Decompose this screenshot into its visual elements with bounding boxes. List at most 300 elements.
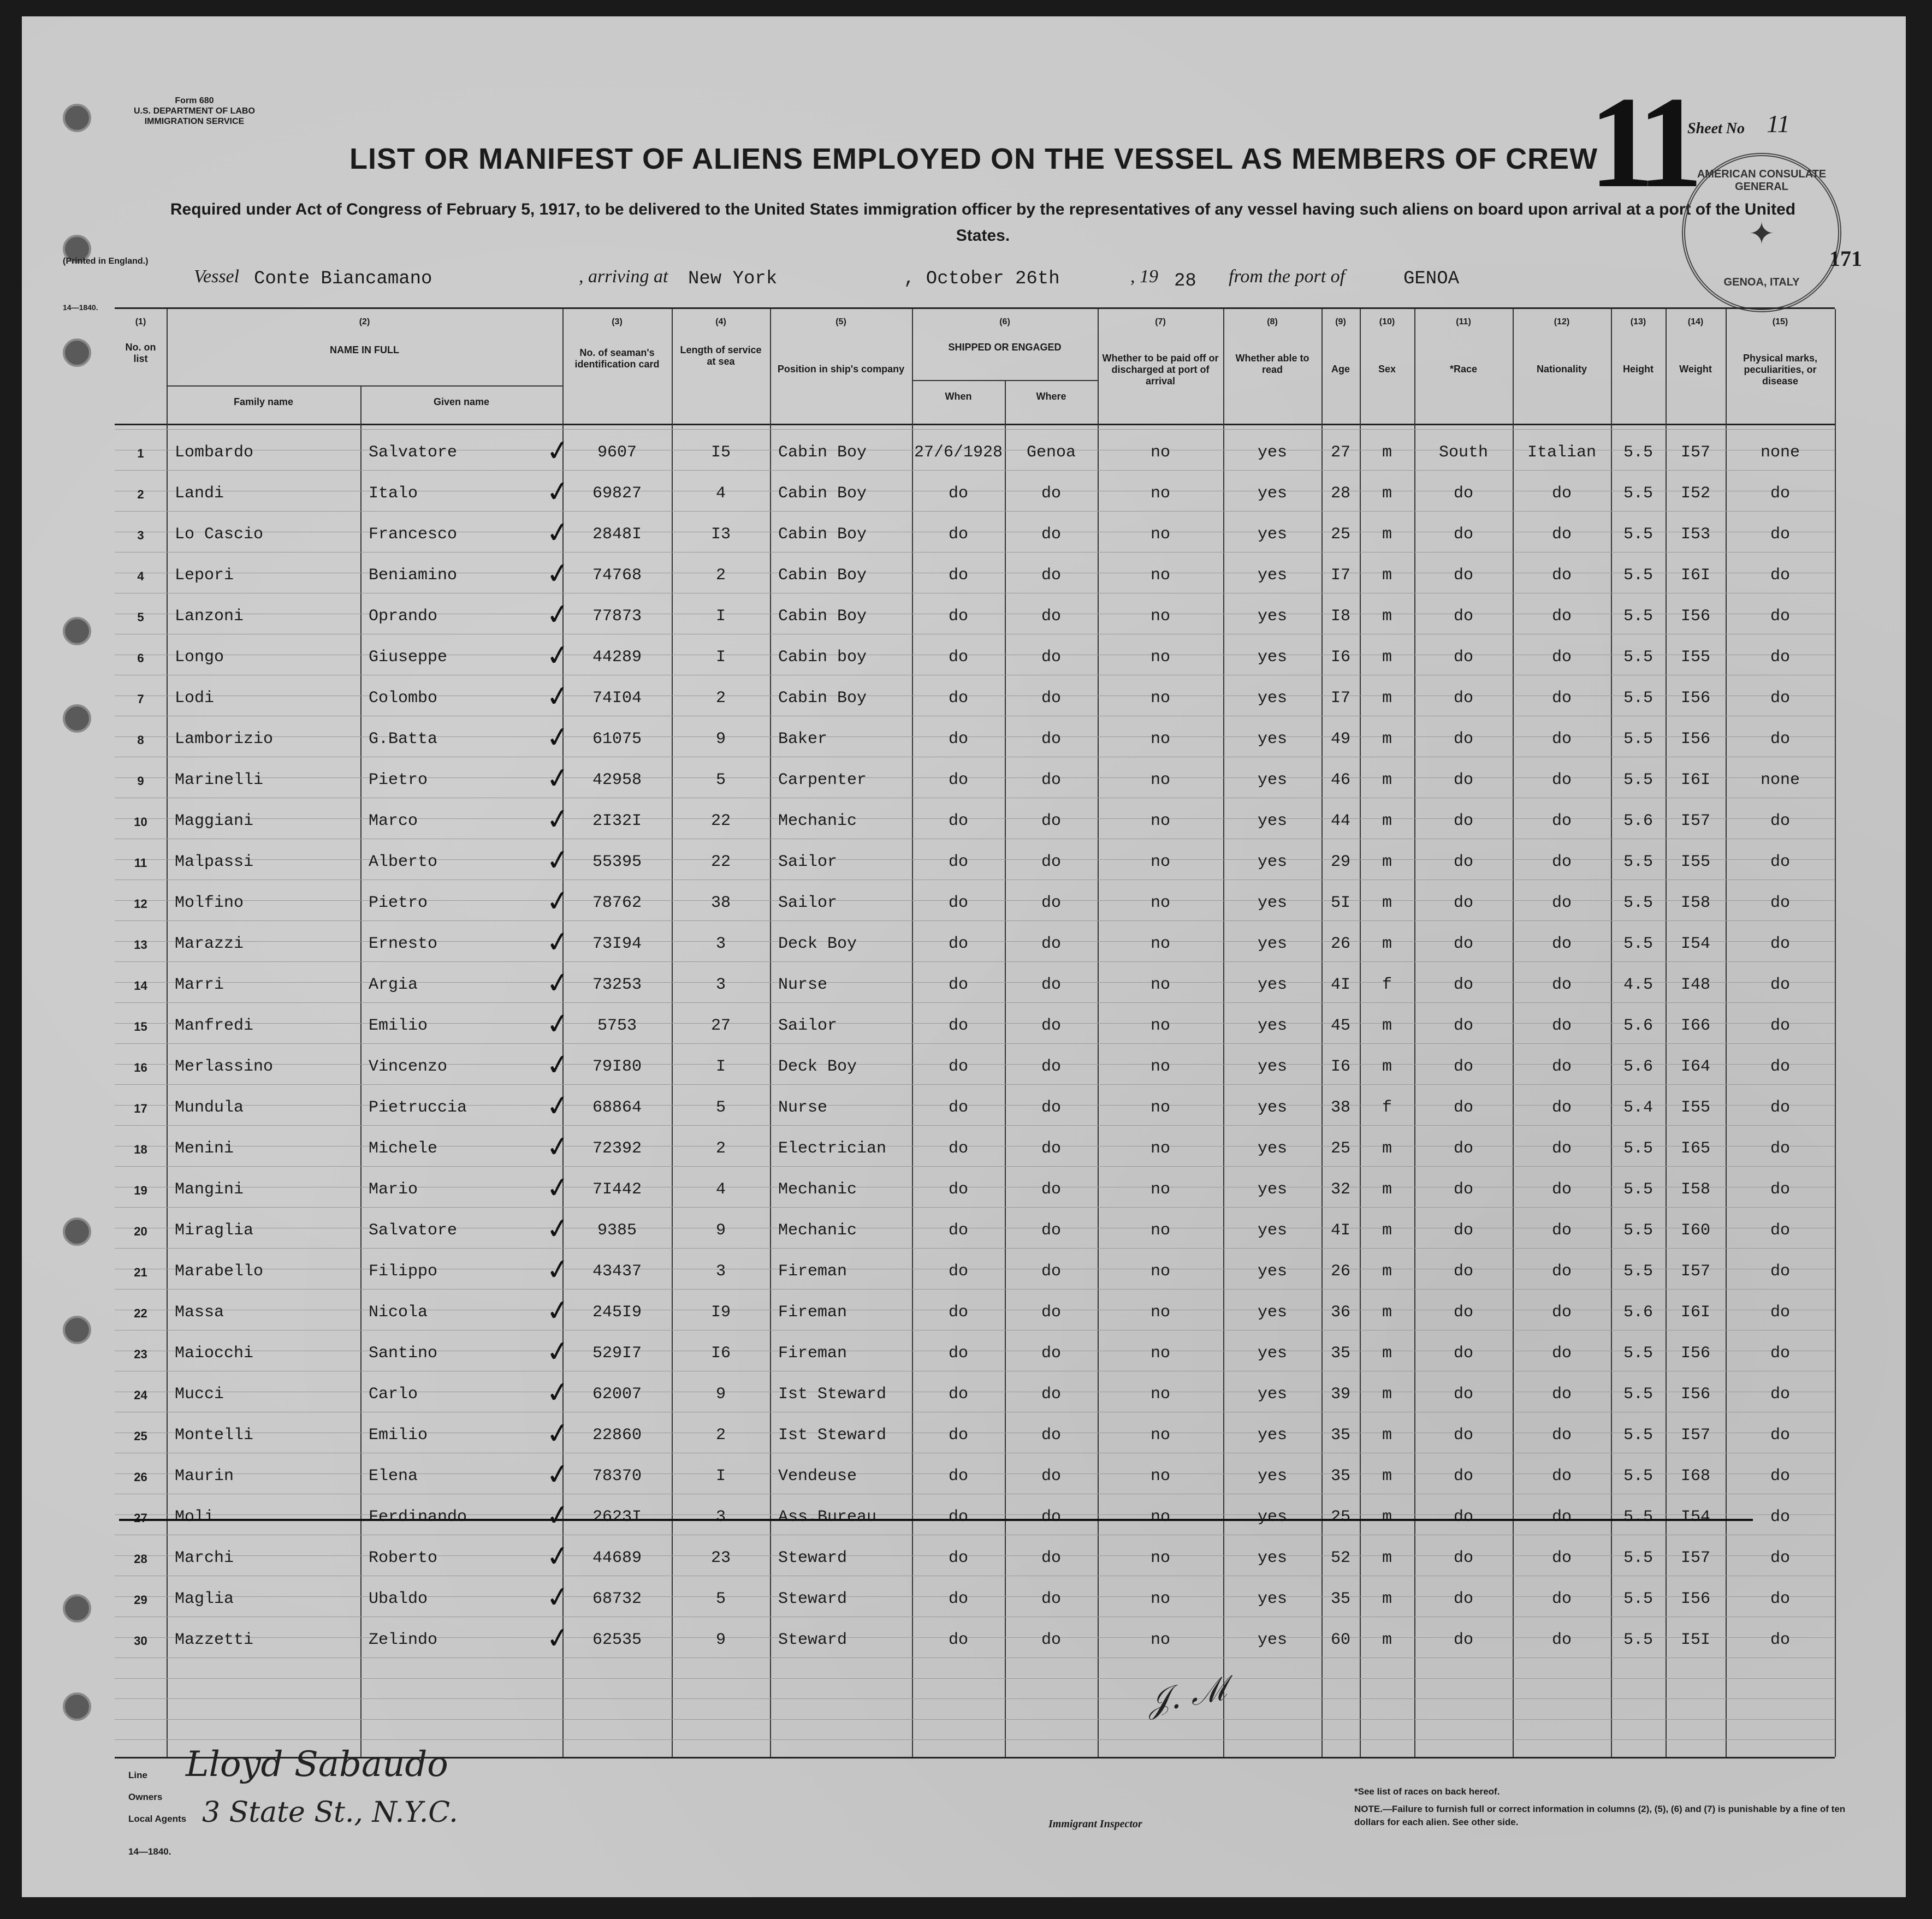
shipped-when: do (948, 648, 968, 667)
paid-off: no (1150, 1057, 1170, 1076)
id-card-number: 44689 (592, 1549, 642, 1567)
weight: I65 (1680, 1139, 1710, 1158)
column-divider (1835, 309, 1836, 1757)
year-suffix: 28 (1174, 271, 1196, 292)
height: 5.5 (1623, 443, 1653, 462)
sex: m (1382, 1508, 1392, 1526)
table-row (115, 639, 1835, 680)
shipped-where: do (1041, 648, 1061, 667)
ruled-line (115, 1698, 1835, 1699)
service-length: 22 (710, 812, 731, 830)
family-name: Marri (175, 976, 224, 994)
able-to-read: yes (1257, 771, 1287, 789)
service-length: 3 (715, 976, 726, 994)
age: 4I (1330, 1221, 1350, 1240)
shipped-when: do (948, 1303, 968, 1322)
age: 49 (1330, 730, 1350, 748)
id-card-number: 22860 (592, 1426, 642, 1445)
column-header: Age (1331, 364, 1350, 375)
nationality: do (1551, 1590, 1572, 1608)
row-number: 28 (134, 1552, 147, 1566)
row-number: 14 (134, 979, 147, 993)
row-number: 8 (137, 733, 144, 747)
nationality: Italian (1527, 443, 1597, 462)
age: 36 (1330, 1303, 1350, 1322)
able-to-read: yes (1257, 1221, 1287, 1240)
column-header: Nationality (1536, 364, 1587, 375)
shipped-when: do (948, 566, 968, 585)
sex: m (1382, 443, 1392, 462)
able-to-read: yes (1257, 1017, 1287, 1035)
given-name: Ernesto (369, 935, 438, 953)
service-length: 5 (715, 771, 726, 789)
paid-off: no (1150, 689, 1170, 708)
service-length: 3 (715, 1508, 726, 1526)
id-card-number: 68864 (592, 1098, 642, 1117)
shipped-when: do (948, 730, 968, 748)
arrival-port: New York (688, 269, 778, 289)
row-number: 19 (134, 1184, 147, 1197)
height: 5.5 (1623, 894, 1653, 912)
column-number: (9) (1335, 317, 1346, 326)
nationality: do (1551, 1098, 1572, 1117)
position: Mechanic (778, 1180, 857, 1199)
punch-hole (63, 617, 91, 645)
ruled-line (115, 1739, 1835, 1740)
height: 5.5 (1623, 689, 1653, 708)
department: U.S. DEPARTMENT OF LABO (134, 106, 255, 116)
given-name: Beniamino (369, 566, 458, 585)
height: 5.5 (1623, 648, 1653, 667)
physical-marks: do (1770, 935, 1790, 953)
height: 4.5 (1623, 976, 1653, 994)
age: 35 (1330, 1344, 1350, 1363)
id-card-number: 2848I (592, 525, 642, 544)
sex: m (1382, 1426, 1392, 1445)
given-name: Ubaldo (369, 1590, 428, 1608)
shipped-when: do (948, 1467, 968, 1486)
row-number: 1 (137, 447, 144, 460)
sex: m (1382, 1262, 1392, 1281)
check-mark-icon: ✓ (544, 1088, 572, 1124)
height: 5.5 (1623, 1221, 1653, 1240)
service-length: 4 (715, 1180, 726, 1199)
sex: m (1382, 525, 1392, 544)
service-length: 38 (710, 894, 731, 912)
position: Ist Steward (778, 1426, 887, 1445)
sex: m (1382, 484, 1392, 503)
weight: I55 (1680, 853, 1710, 871)
row-number: 21 (134, 1266, 147, 1279)
nationality: do (1551, 1221, 1572, 1240)
row-number: 7 (137, 692, 144, 706)
family-name: Landi (175, 484, 224, 503)
shipped-when: do (948, 1344, 968, 1363)
age: 38 (1330, 1098, 1350, 1117)
physical-marks: do (1770, 1549, 1790, 1567)
height: 5.5 (1623, 1426, 1653, 1445)
departure-port: GENOA (1403, 269, 1460, 289)
id-card-number: 2623I (592, 1508, 642, 1526)
table-row (115, 926, 1835, 966)
physical-marks: none (1760, 771, 1800, 789)
service-length: 5 (715, 1590, 726, 1608)
id-card-number: 73I94 (592, 935, 642, 953)
paid-off: no (1150, 1221, 1170, 1240)
position: Cabin Boy (778, 607, 867, 626)
service-length: I (715, 648, 726, 667)
paid-off: no (1150, 1139, 1170, 1158)
page-subtitle: Required under Act of Congress of February 5, 1917, to be delivered to the United States immigration officer by the representatives of any vessel having such aliens on board upon arrival at a port of the United States. (170, 200, 1796, 245)
form-identification (134, 96, 255, 127)
height: 5.5 (1623, 935, 1653, 953)
row-number: 2 (137, 488, 144, 501)
position: Deck Boy (778, 935, 857, 953)
where-header: Where (1036, 391, 1066, 402)
family-name: Marabello (175, 1262, 264, 1281)
shipped-when: do (948, 935, 968, 953)
row-number: 15 (134, 1020, 147, 1033)
weight: I68 (1680, 1467, 1710, 1486)
age: I6 (1330, 1057, 1350, 1076)
family-name: Lepori (175, 566, 234, 585)
when-header: When (945, 391, 972, 402)
height: 5.5 (1623, 1631, 1653, 1649)
age: 35 (1330, 1467, 1350, 1486)
service-length: 3 (715, 1262, 726, 1281)
punch-hole (63, 704, 91, 733)
race: do (1453, 1221, 1473, 1240)
paid-off: no (1150, 1017, 1170, 1035)
shipped-when: do (948, 1180, 968, 1199)
position: Electrician (778, 1139, 887, 1158)
table-row (115, 1213, 1835, 1253)
table-row (115, 516, 1835, 557)
race: do (1453, 566, 1473, 585)
shipped-when: do (948, 525, 968, 544)
id-card-number: 5753 (597, 1017, 637, 1035)
position: Sailor (778, 894, 838, 912)
check-mark-icon: ✓ (544, 1047, 572, 1083)
paid-off: no (1150, 771, 1170, 789)
physical-marks: do (1770, 730, 1790, 748)
able-to-read: yes (1257, 1508, 1287, 1526)
shipped-where: do (1041, 771, 1061, 789)
column-header: *Race (1449, 364, 1478, 375)
punch-hole (63, 1692, 91, 1721)
row-number: 10 (134, 815, 147, 829)
given-name: Pietro (369, 894, 428, 912)
sex: m (1382, 853, 1392, 871)
position: Steward (778, 1549, 848, 1567)
position: Vendeuse (778, 1467, 857, 1486)
column-number: (15) (1772, 317, 1788, 326)
paid-off: no (1150, 976, 1170, 994)
column-number: (6) (999, 317, 1010, 326)
age: 4I (1330, 976, 1350, 994)
race: do (1453, 1017, 1473, 1035)
position: Ist Steward (778, 1385, 887, 1404)
id-card-number: 73253 (592, 976, 642, 994)
from-port-label: from the port of (1229, 266, 1346, 287)
age: 25 (1330, 1508, 1350, 1526)
column-number: (10) (1379, 317, 1395, 326)
id-card-number: 77873 (592, 607, 642, 626)
service: IMMIGRATION SERVICE (144, 117, 245, 126)
race: do (1453, 812, 1473, 830)
sex: m (1382, 1467, 1392, 1486)
race: do (1453, 976, 1473, 994)
able-to-read: yes (1257, 648, 1287, 667)
able-to-read: yes (1257, 607, 1287, 626)
position: Cabin Boy (778, 484, 867, 503)
age: I8 (1330, 607, 1350, 626)
family-name: Maurin (175, 1467, 234, 1486)
height: 5.5 (1623, 1467, 1653, 1486)
paid-off: no (1150, 1508, 1170, 1526)
weight: I57 (1680, 1426, 1710, 1445)
family-name: Moli (175, 1508, 215, 1526)
row-number: 27 (134, 1511, 147, 1525)
line-signature: Lloyd Sabaudo (186, 1744, 448, 1785)
service-length: 9 (715, 1631, 726, 1649)
family-name: Maiocchi (175, 1344, 254, 1363)
age: 44 (1330, 812, 1350, 830)
given-name: Zelindo (369, 1631, 438, 1649)
service-length: 27 (710, 1017, 731, 1035)
physical-marks: do (1770, 976, 1790, 994)
physical-marks: do (1770, 607, 1790, 626)
weight: I56 (1680, 730, 1710, 748)
family-name: Miraglia (175, 1221, 254, 1240)
physical-marks: none (1760, 443, 1800, 462)
shipped-where: do (1041, 525, 1061, 544)
paid-off: no (1150, 1303, 1170, 1322)
service-length: I5 (710, 443, 731, 462)
nationality: do (1551, 1426, 1572, 1445)
column-number: (14) (1687, 317, 1704, 326)
shipped-when: do (948, 607, 968, 626)
shipped-when: do (948, 1426, 968, 1445)
sheet-big-number: 11 (1589, 69, 1693, 215)
sex: m (1382, 1057, 1392, 1076)
age: 25 (1330, 525, 1350, 544)
age: 25 (1330, 1139, 1350, 1158)
race: South (1438, 443, 1488, 462)
id-card-number: 55395 (592, 853, 642, 871)
column-header: NAME IN FULL (330, 344, 399, 355)
nationality: do (1551, 1631, 1572, 1649)
physical-marks: do (1770, 1139, 1790, 1158)
id-card-number: 78370 (592, 1467, 642, 1486)
position: Deck Boy (778, 1057, 857, 1076)
position: Nurse (778, 1098, 828, 1117)
weight: I57 (1680, 1262, 1710, 1281)
row-number: 20 (134, 1225, 147, 1238)
paid-off: no (1150, 566, 1170, 585)
position: Sailor (778, 853, 838, 871)
table-row (115, 1499, 1835, 1540)
paid-off: no (1150, 1098, 1170, 1117)
able-to-read: yes (1257, 894, 1287, 912)
row-number: 13 (134, 938, 147, 952)
race: do (1453, 1467, 1473, 1486)
age: 60 (1330, 1631, 1350, 1649)
table-row (115, 1294, 1835, 1335)
penalty-note: NOTE.—Failure to furnish full or correct information in columns (2), (5), (6) and (7) is punishable by a fine of ten dollars for each alien. See other side. (1354, 1804, 1846, 1827)
nationality: do (1551, 689, 1572, 708)
position: Steward (778, 1631, 848, 1649)
position: Cabin Boy (778, 525, 867, 544)
table-row (115, 1335, 1835, 1376)
inspector-label: Immigrant Inspector (1048, 1818, 1142, 1830)
name-subheader-line (167, 385, 562, 387)
punch-hole (63, 338, 91, 367)
age: 26 (1330, 1262, 1350, 1281)
given-name: Elena (369, 1467, 418, 1486)
row-number: 4 (137, 569, 144, 583)
shipped-when: do (948, 1508, 968, 1526)
table-row (115, 762, 1835, 803)
nationality: do (1551, 1262, 1572, 1281)
able-to-read: yes (1257, 1590, 1287, 1608)
weight: I56 (1680, 1344, 1710, 1363)
service-length: I3 (710, 525, 731, 544)
shipped-where: do (1041, 976, 1061, 994)
age: 29 (1330, 853, 1350, 871)
table-row (115, 1049, 1835, 1089)
stamp-top-text: AMERICAN CONSULATE GENERAL (1697, 168, 1827, 193)
family-name: Lombardo (175, 443, 254, 462)
column-header: Physical marks, peculiarities, or disease (1743, 353, 1818, 387)
weight: I56 (1680, 1385, 1710, 1404)
shipped-where: do (1041, 566, 1061, 585)
shipped-where: do (1041, 1590, 1061, 1608)
paid-off: no (1150, 1426, 1170, 1445)
sex: m (1382, 1180, 1392, 1199)
weight: I6I (1680, 566, 1710, 585)
nationality: do (1551, 1508, 1572, 1526)
given-name: Emilio (369, 1426, 428, 1445)
height: 5.5 (1623, 1344, 1653, 1363)
race: do (1453, 1590, 1473, 1608)
column-header: Position in ship's company (777, 364, 905, 375)
physical-marks: do (1770, 648, 1790, 667)
able-to-read: yes (1257, 1344, 1287, 1363)
shipped-when: do (948, 894, 968, 912)
paid-off: no (1150, 1385, 1170, 1404)
shipped-when: do (948, 1549, 968, 1567)
check-mark-icon: ✓ (544, 1129, 572, 1165)
physical-marks: do (1770, 1221, 1790, 1240)
crew-table (115, 307, 1835, 1758)
service-length: 9 (715, 1221, 726, 1240)
shipped-where: do (1041, 484, 1061, 503)
paid-off: no (1150, 730, 1170, 748)
shipped-where: do (1041, 853, 1061, 871)
height: 5.4 (1623, 1098, 1653, 1117)
weight: I56 (1680, 689, 1710, 708)
weight: I55 (1680, 648, 1710, 667)
weight: I5I (1680, 1631, 1710, 1649)
shipped-where: do (1041, 1631, 1061, 1649)
arriving-label: , arriving at (579, 266, 668, 287)
column-number: (7) (1155, 317, 1166, 326)
age: 45 (1330, 1017, 1350, 1035)
height: 5.5 (1623, 1262, 1653, 1281)
family-name: Lo Cascio (175, 525, 264, 544)
nationality: do (1551, 607, 1572, 626)
family-name: Lamborizio (175, 730, 274, 748)
column-number: (4) (715, 317, 726, 326)
column-header: Height (1623, 364, 1654, 375)
form-number: Form 680 (175, 96, 214, 105)
paid-off: no (1150, 607, 1170, 626)
race: do (1453, 1057, 1473, 1076)
family-name: Molfino (175, 894, 244, 912)
shipped-where: do (1041, 1385, 1061, 1404)
position: Fireman (778, 1303, 848, 1322)
height: 5.5 (1623, 1508, 1653, 1526)
sex: m (1382, 730, 1392, 748)
age: 32 (1330, 1180, 1350, 1199)
agents-signature: 3 State St., N.Y.C. (202, 1796, 458, 1829)
sex: f (1382, 1098, 1392, 1117)
service-length: 2 (715, 1139, 726, 1158)
check-mark-icon: ✓ (544, 1334, 572, 1370)
sex: m (1382, 1303, 1392, 1322)
sex: m (1382, 607, 1392, 626)
row-number: 12 (134, 897, 147, 911)
physical-marks: do (1770, 525, 1790, 544)
sex: m (1382, 935, 1392, 953)
service-length: 9 (715, 1385, 726, 1404)
able-to-read: yes (1257, 1180, 1287, 1199)
able-to-read: yes (1257, 566, 1287, 585)
shipped-where: do (1041, 1098, 1061, 1117)
given-name: Oprando (369, 607, 438, 626)
shipped-where: Genoa (1026, 443, 1076, 462)
shipped-where: do (1041, 1262, 1061, 1281)
column-number: (2) (359, 317, 370, 326)
punch-hole (63, 1316, 91, 1344)
service-length: I6 (710, 1344, 731, 1363)
height: 5.6 (1623, 1057, 1653, 1076)
service-length: 22 (710, 853, 731, 871)
shipped-where: do (1041, 812, 1061, 830)
able-to-read: yes (1257, 853, 1287, 871)
physical-marks: do (1770, 894, 1790, 912)
service-length: I (715, 1467, 726, 1486)
physical-marks: do (1770, 1303, 1790, 1322)
physical-marks: do (1770, 1467, 1790, 1486)
sex: m (1382, 894, 1392, 912)
race: do (1453, 935, 1473, 953)
shipped-where: do (1041, 1139, 1061, 1158)
check-mark-icon: ✓ (544, 801, 572, 837)
physical-marks: do (1770, 1344, 1790, 1363)
given-name: Pietruccia (369, 1098, 467, 1117)
service-length: I9 (710, 1303, 731, 1322)
race: do (1453, 1344, 1473, 1363)
row-number: 9 (137, 774, 144, 788)
given-name: Marco (369, 812, 418, 830)
nationality: do (1551, 1467, 1572, 1486)
id-card-number: 74768 (592, 566, 642, 585)
family-name: Massa (175, 1303, 224, 1322)
shipped-when: do (948, 1590, 968, 1608)
race: do (1453, 853, 1473, 871)
